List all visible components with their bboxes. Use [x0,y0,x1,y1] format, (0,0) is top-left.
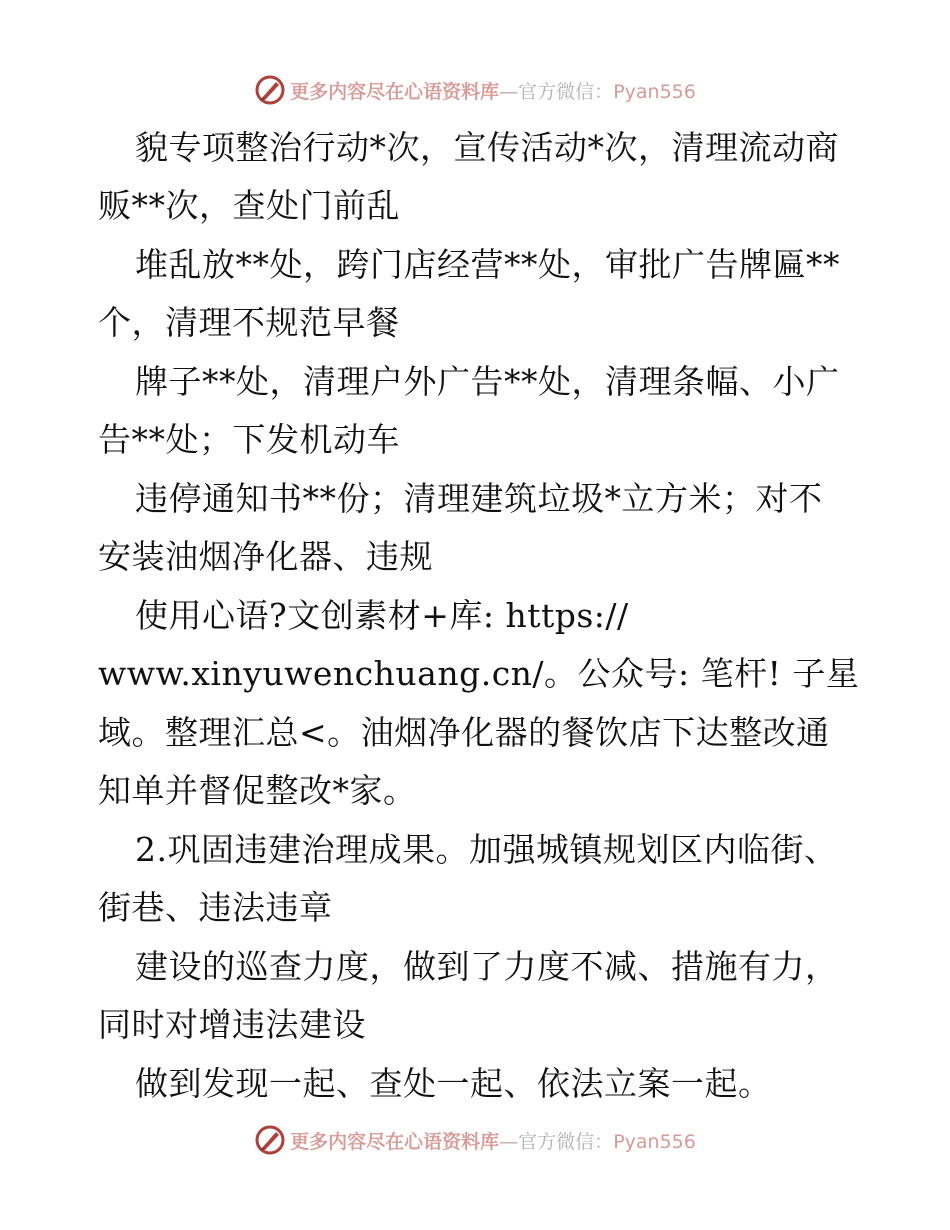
banner-text [290,1127,696,1154]
wechat-label: 官方微信： [518,1130,614,1153]
text-line: 使用心语?文创素材+库: https:// [135,596,629,635]
banner-text [290,77,696,104]
text-line: 2.巩固违建治理成果。加强城镇规划区内临街、 [135,830,838,869]
text-line: 同时对增违法建设 [98,1005,366,1044]
text-line: 貌专项整治行动*次，宣传活动*次，清理流动商 [135,128,839,167]
text-line: 知单并督促整改*家。 [98,771,417,810]
wechat-label: 官方微信： [518,80,614,103]
quill-pen-seal-icon [254,74,286,106]
text-line: 安装油烟净化器、违规 [98,537,433,576]
text-line: 街巷、违法违章 [98,888,333,927]
text-line: 堆乱放**处，跨门店经营**处，审批广告牌匾** [135,245,840,284]
text-line: 贩**次，查处门前乱 [98,186,400,225]
text-line: 个，清理不规范早餐 [98,303,400,342]
text-line: 告**处；下发机动车 [98,420,400,459]
text-line: 违停通知书**份；清理建筑垃圾*立方米；对不 [135,479,823,518]
text-line: 建设的巡查力度，做到了力度不减、措施有力， [135,947,839,986]
text-line: www.xinyuwenchuang.cn/。公众号: 笔杆! 子星 [98,654,860,693]
library-text: 更多内容尽在心语资料库 [290,80,500,103]
header-banner [0,70,950,110]
text-line: 做到发现一起、查处一起、依法立案一起。 [135,1064,772,1103]
footer-banner [0,1120,950,1160]
wechat-id: Pyan556 [613,1130,696,1153]
separator: — [499,1130,519,1153]
library-text: 更多内容尽在心语资料库 [290,1130,500,1153]
quill-pen-seal-icon [254,1124,286,1156]
wechat-id: Pyan556 [613,80,696,103]
separator: — [499,80,519,103]
text-line: 牌子**处，清理户外广告**处，清理条幅、小广 [135,362,840,401]
text-line: 域。整理汇总<。油烟净化器的餐饮店下达整改通 [98,713,830,752]
